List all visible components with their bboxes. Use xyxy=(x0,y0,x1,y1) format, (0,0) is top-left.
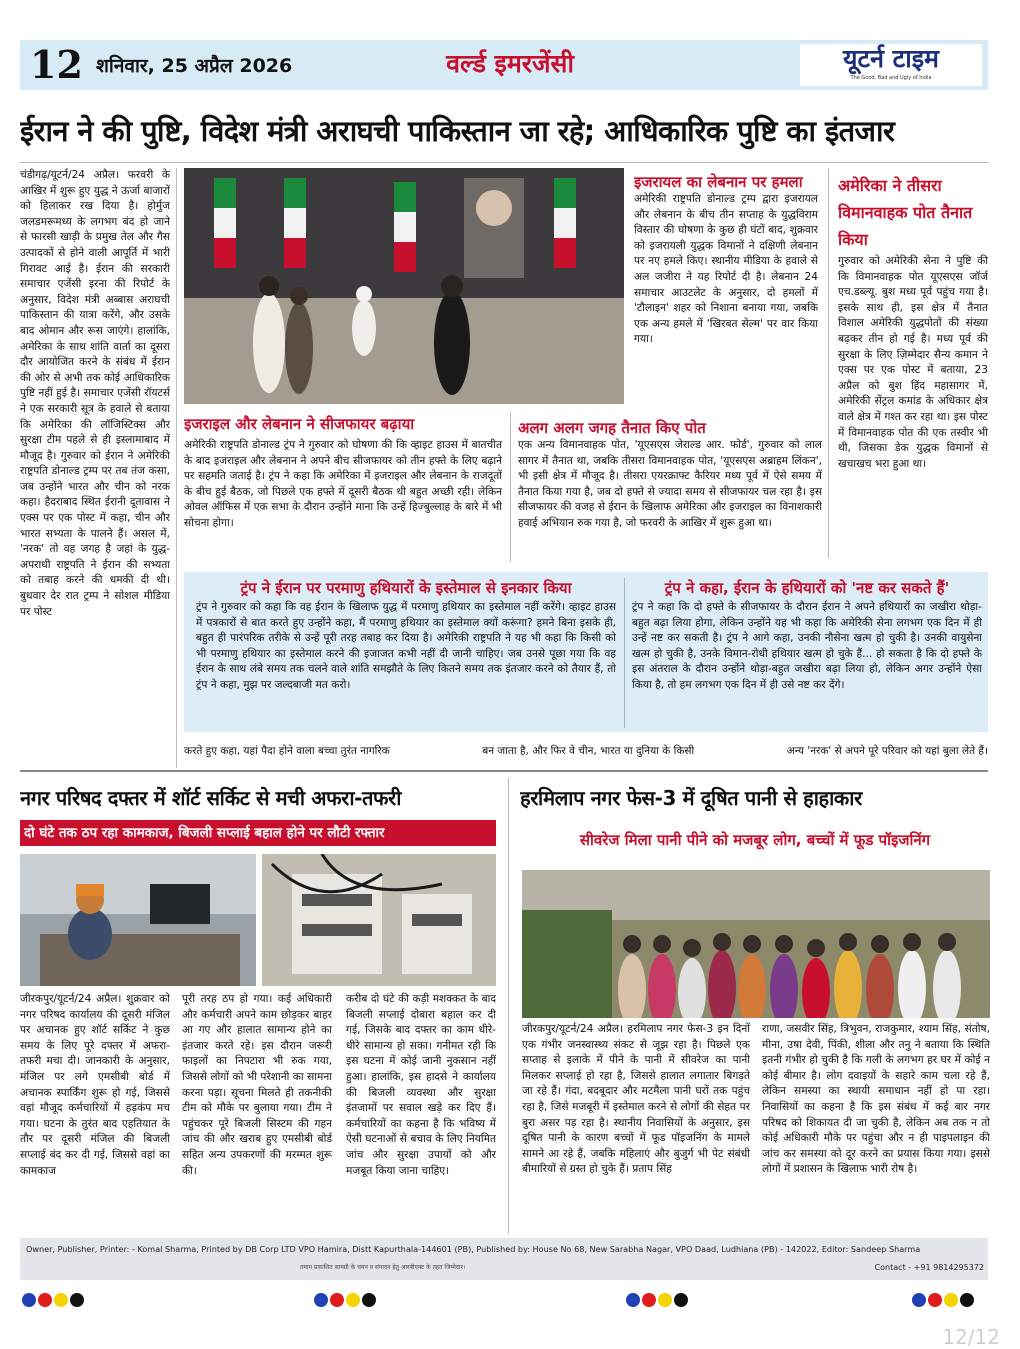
logo-text: यूटर्न टाइम xyxy=(843,44,939,73)
page-indicator: 12/12 xyxy=(942,1325,1000,1349)
registration-marks-3 xyxy=(626,1292,690,1311)
reg-dot-red xyxy=(928,1293,942,1307)
short-circuit-col3: करीब दो घंटे की कड़ी मशक्कत के बाद बिजली सप्लाई दोबारा बहाल कर दी गई, जिसके बाद दफ्तर का काम धीरे-धीरे सामान्य हो सका। गनीमत रही कि इस घटना में कोई जानी नुकसान नहीं हुआ। हालांकि, इस हादसे ने कार्यालय की बिजली व्यवस्था और सुरक्षा इंतजामों पर सवाल खड़े कर दिए हैं। कर्मचारियों का कहना है कि भविष्य में ऐसी घटनाओं से बचाव के लिए नियमित जांच और सुरक्षा उपायों को और मजबूत किया जाना चाहिए। xyxy=(346,993,496,1177)
ships-text: एक अन्य विमानवाहक पोत, 'यूएसएस जेराल्ड आर. फोर्ड', गुरुवार को लाल सागर में तैनात था, जबकि तीसरा विमानवाहक पोत, 'यूएसएस अब्राहम लिंकन', भी इसी क्षेत्र में मौजूद है। तीसरा एयरक्राफ्ट कैरियर मध्य पूर्व में ऐसे समय में तैनात किया गया है, जब दो हफ्ते से ज्यादा समय से सीजफायर चल रहा है। इस सीजफायर की वजह से ईरान के खिलाफ अमेरिका और इजराइल का विनाशकारी हवाई अभियान रुक गया है, जो फरवरी के आखिर में शुरू हुआ था। xyxy=(518,439,822,529)
page-number: 12 xyxy=(30,42,83,87)
short-circuit-headline: नगर परिषद दफ्तर में शॉर्ट सर्किट से मची अफरा-तफरी xyxy=(20,786,401,810)
short-circuit-subhead: दो घंटे तक ठप रहा कामकाज, बिजली सप्लाई बहाल होने पर लौटी रफ्तार xyxy=(24,825,385,841)
weapons-text: ट्रंप ने कहा कि दो हफ्ते के सीजफायर के दौरान ईरान ने अपने हथियारों का जखीरा थोड़ा-बहुत बढ़ा लिया होगा, लेकिन उन्होंने यह भी कहा कि अमेरिकी सेना लगभग एक दिन में ही उन्हें नष्ट कर सकती है। ट्रंप ने आगे कहा, उनकी नौसेना खत्म हो चुकी है। उनकी वायुसेना खत्म हो चुकी है, उनके विमान-रोधी हथियार खत्म हो चुके हैं... हो सकता है कि दो हफ्ते के इस अंतराल के दौरान उन्होंने थोड़ा-बहुत जखीरा बढ़ा लिया हो, लेकिन अगर उन्होंने ऐसा किया है, तो हम लगभग एक दिन में ही उसे नष्ट कर देंगे। xyxy=(632,601,982,691)
office-photo xyxy=(20,854,256,986)
israel-attack-heading: इजरायल का लेबनान पर हमला xyxy=(634,173,803,191)
residents-photo xyxy=(522,870,990,1018)
lead-continuation-1: करते हुए कहा, यहां पैदा होने वाला बच्चा तुरंत नागरिक xyxy=(184,745,390,757)
carrier-text: गुरुवार को अमेरिकी सेना ने पुष्टि की कि विमानवाहक पोत यूएसएस जॉर्ज एच.डब्ल्यू. बुश मध्य पूर्व पहुंच गया है। इसके साथ ही, इस क्षेत्र में तैनात विशाल अमेरिकी युद्धपोतों की संख्या बढ़कर तीन हो गई है। मध्य पूर्व की सुरक्षा के लिए ज़िम्मेदार सैन्य कमान ने एक्स पर एक पोस्ट में बताया, 23 अप्रैल को बुश हिंद महासागर में, अमेरिकी सेंट्रल कमांड के अधिकार क्षेत्र वाले क्षेत्र में गश्त कर रहा था। इस पोस्ट में विमानवाहक पोत की एक तस्वीर भी थी, जिसका डेक युद्धक विमानों से खचाखच भरा हुआ था। xyxy=(838,255,988,470)
water-col1: जीरकपुर/यूटर्न/24 अप्रैल। हरमिलाप नगर फेस-3 इन दिनों एक गंभीर जनस्वास्थ्य संकट से जूझ रहा है। पिछले एक सप्ताह से इलाके में पीने के पानी में सीवरेज का पानी मिलकर सप्लाई हो रहा है, जिससे हालात लगातार बिगड़ते जा रहे हैं। गंदा, बदबूदार और मटमैला पानी घरों तक पहुंच रहा है, जिसे मजबूरी में इस्तेमाल करने से लोगों की सेहत पर बुरा असर पड़ रहा है। स्थानीय निवासियों के अनुसार, इस दूषित पानी के कारण बच्चों में फूड पॉइजनिंग के मामले सामने आ रहे हैं, जबकि महिलाएं और बुजुर्ग भी पेट संबंधी बीमारियों से ग्रस्त हो चुके हैं। प्रताप सिंह xyxy=(522,1023,750,1176)
residents-illustration xyxy=(522,870,990,1018)
reg-dot-red xyxy=(642,1293,656,1307)
headline-rule xyxy=(20,162,988,163)
footer-contact: Contact - +91 9814295372 xyxy=(874,1263,984,1272)
lead-continuation-3: अन्य 'नरक' से अपने पूरे परिवार को यहां बुला लेते हैं। xyxy=(786,745,988,757)
mcb-board-photo xyxy=(262,854,496,986)
short-circuit-col2: पूरी तरह ठप हो गया। कई अधिकारी और कर्मचारी अपने काम छोड़कर बाहर आ गए और हालात सामान्य होने का इंतजार करते रहे। इस दौरान जरूरी फाइलों का निपटारा भी रुक गया, जिससे लोगों को भी परेशानी का सामना करना पड़ा। सूचना मिलते ही तकनीकी टीम को मौके पर बुलाया गया। टीम ने पहुंचकर पूरे बिजली सिस्टम की गहन जांच की और खराब हुए एमसीबी बोर्ड सहित अन्य उपकरणों की मरम्मत शुरू की। xyxy=(182,993,332,1177)
footer-disclaimer: तमाम प्रकाशित सामग्री के चयन व संपादन हेतु आरबीएक्ट के तहत जिम्मेदार। xyxy=(300,1264,466,1271)
photo-illustration xyxy=(184,168,624,404)
ceasefire-photo xyxy=(184,168,624,404)
water-headline: हरमिलाप नगर फेस-3 में दूषित पानी से हाहाकार xyxy=(520,786,862,810)
mcb-illustration xyxy=(262,854,496,986)
ceasefire-text: अमेरिकी राष्ट्रपति डोनाल्ड ट्रंप ने गुरुवार को घोषणा की कि व्हाइट हाउस में बातचीत के बाद इजराइल और लेबनान ने अपने बीच सीजफायर को तीन हफ्ते के लिए बढ़ाने पर सहमति जताई है। ट्रंप ने कहा कि अमेरिका में इजराइल और लेबनान के राजदूतों के बीच हुई बैठक, जो पिछले एक हफ्ते में दूसरी बैठक थी बहुत अच्छी रही। लेकिन ओवल ऑफिस में एक सभा के दौरान उन्होंने माना कि उन्हें हिज्बुल्लाह के बारे में भी सोचना होगा। xyxy=(184,439,502,529)
reg-dot-yellow xyxy=(658,1293,672,1307)
reg-dot-blue xyxy=(912,1293,926,1307)
reg-dot-black xyxy=(960,1293,974,1307)
reg-dot-blue xyxy=(314,1293,328,1307)
reg-dot-yellow xyxy=(346,1293,360,1307)
logo-tagline: The Good, Bad and Ugly of India xyxy=(850,75,932,81)
reg-dot-black xyxy=(362,1293,376,1307)
column-rule xyxy=(828,168,829,558)
column-rule xyxy=(624,578,625,728)
carrier-heading: अमेरिका ने तीसरा विमानवाहक पोत तैनात किया xyxy=(838,176,973,249)
column-rule xyxy=(176,168,177,768)
reg-dot-yellow xyxy=(54,1293,68,1307)
reg-dot-blue xyxy=(626,1293,640,1307)
lead-continuation-2: बन जाता है, और फिर वे चीन, भारत या दुनिया के किसी xyxy=(482,745,695,757)
short-circuit-col1: जीरकपुर/यूटर्न/24 अप्रैल। शुक्रवार को नगर परिषद कार्यालय की दूसरी मंजिल पर अचानक हुए शॉर्ट सर्किट ने कुछ समय के लिए पूरे दफ्तर में अफरा-तफरी मचा दी। जानकारी के अनुसार, मंजिल पर लगे एमसीबी बोर्ड में अचानक स्पार्किंग शुरू हो गई, जिससे वहां मौजूद कर्मचारियों में हड़कंप मच गया। घटना के तुरंत बाद एहतियात के तौर पर दूसरी मंजिल की बिजली सप्लाई बंद कर दी गई, जिससे वहां का कामकाज xyxy=(20,993,170,1177)
lead-headline: ईरान ने की पुष्टि, विदेश मंत्री अराघची पाकिस्तान जा रहे; आधिकारिक पुष्टि का इंतजार xyxy=(20,114,895,148)
water-col2: राणा, जसवीर सिंह, त्रिभुवन, राजकुमार, श्याम सिंह, संतोष, मीना, उषा देवी, पिंकी, शीला और तनु ने बताया कि स्थिति इतनी गंभीर हो चुकी है कि गली के लगभग हर घर में कोई न कोई बीमार है। लोग दवाइयों के सहारे काम चला रहे हैं, लेकिन समस्या का स्थायी समाधान नहीं हो पा रहा। निवासियों का कहना है कि इस संबंध में कई बार नगर परिषद को शिकायत दी जा चुकी है, लेकिन अब तक न तो कोई अधिकारी मौके पर पहुंचा और न ही पाइपलाइन की जांच कर समस्या को दूर करने का प्रयास किया गया। इससे लोगों में प्रशासन के खिलाफ भारी रोष है। xyxy=(762,1023,990,1176)
nuclear-heading: ट्रंप ने ईरान पर परमाणु हथियारों के इस्तेमाल से इनकार किया xyxy=(240,579,572,597)
office-illustration xyxy=(20,854,256,986)
registration-marks-4 xyxy=(912,1292,976,1311)
reg-dot-black xyxy=(674,1293,688,1307)
water-subhead: सीवरेज मिला पानी पीने को मजबूर लोग, बच्चों में फूड पॉइजनिंग xyxy=(579,831,931,849)
nuclear-text: ट्रंप ने गुरुवार को कहा कि वह ईरान के खिलाफ युद्ध में परमाणु हथियार का इस्तेमाल नहीं करेंगे। व्हाइट हाउस में पत्रकारों से बात करते हुए उन्होंने कहा, मैं परमाणु हथियार का इस्तेमाल क्यों करूंगा? हमने बिना इसके ही, बहुत ही पारंपरिक तरीके से उन्हें पूरी तरह तबाह कर दिया है। अमेरिकी राष्ट्रपति ने यह भी कहा कि किसी को भी परमाणु हथियार का इस्तेमाल करने की इजाजत कभी नहीं दी जानी चाहिए। जब उनसे पूछा गया कि वह ईरान के साथ लंबे समय तक चलने वाले शांति समझौते के लिए कितने समय तक इंतजार करने को तैयार हैं, तो ट्रंप ने कहा, मुझ पर जल्दबाजी मत करो। xyxy=(196,601,616,691)
issue-date: शनिवार, 25 अप्रैल 2026 xyxy=(96,55,293,77)
registration-marks-2 xyxy=(314,1292,378,1311)
logo xyxy=(800,44,982,86)
ceasefire-heading: इजराइल और लेबनान ने सीजफायर बढ़ाया xyxy=(184,415,415,433)
registration-marks-1 xyxy=(22,1292,86,1311)
reg-dot-red xyxy=(330,1293,344,1307)
section-title: वर्ल्ड इमरजेंसी xyxy=(446,49,574,78)
column-rule xyxy=(508,778,509,1234)
lead-column-text: चंडीगढ़/यूटर्न/24 अप्रैल। फरवरी के आखिर में शुरू हुए युद्ध ने ऊर्जा बाजारों को हिलाकर रख दिया है। होर्मुज जलडमरूमध्य के लगभग बंद हो जाने से फारसी खाड़ी के प्रमुख तेल और गैस उत्पादकों से होने वाली आपूर्ति में भारी गिरावट आई है। ईरान की सरकारी समाचार एजेंसी इरना की रिपोर्ट के अनुसार, विदेश मंत्री अब्बास अराघची पाकिस्तान की यात्रा करेंगे, और उसके बाद ओमान और रूस जाएंगे। हालांकि, अमेरिका के साथ शांति वार्ता का दूसरा दौर आयोजित करने के संबंध में ईरान की ओर से अभी तक कोई आधिकारिक पुष्टि नहीं हुई है। समाचार एजेंसी रॉयटर्स ने एक सरकारी सूत्र के हवाले से बताया कि अमेरिका की लॉजिस्टिक्स और सुरक्षा टीम पहले से ही इस्लामाबाद में मौजूद है। गुरुवार को ईरान ने अमेरिकी राष्ट्रपति डोनाल्ड ट्रम्प पर तब तंज कसा, जब उन्होंने भारत और चीन को नरक कहा। हैदराबाद स्थित ईरानी दूतावास ने एक्स पर एक पोस्ट में कहा, चीन और भारत सभ्यता के पालने हैं। असल में, 'नरक' तो वह जगह है जहां के युद्ध-अपराधी राष्ट्रपति ने ईरान की सभ्यता को तबाह करने की धमकी दी थी। बुधवार देर रात ट्रम्प ने सोशल मीडिया पर पोस्ट xyxy=(20,169,170,618)
reg-dot-black xyxy=(70,1293,84,1307)
footer-imprint: Owner, Publisher, Printer: - Komal Sharma, Printed by DB Corp LTD VPO Hamira, Distt Kapurthala-144601 (PB), Published by: House No 68, New Sarabha Nagar, VPO Daad, Ludhiana (PB) - 142022, Editor: Sandeep Sharma xyxy=(26,1244,921,1254)
reg-dot-blue xyxy=(22,1293,36,1307)
ships-heading: अलग अलग जगह तैनात किए पोत xyxy=(518,419,706,437)
lead-continuation-strip xyxy=(184,740,988,762)
weapons-heading: ट्रंप ने कहा, ईरान के हथियारों को 'नष्ट कर सकते हैं' xyxy=(664,579,950,597)
column-rule xyxy=(510,412,511,562)
reg-dot-yellow xyxy=(944,1293,958,1307)
section-divider xyxy=(20,770,988,772)
reg-dot-red xyxy=(38,1293,52,1307)
israel-attack-text: अमेरिकी राष्ट्रपति डोनाल्ड ट्रम्प द्वारा इजरायल और लेबनान के बीच तीन सप्ताह के युद्धविराम विस्तार की घोषणा के कुछ ही घंटों बाद, शुक्रवार को इजरायली युद्धक विमानों ने दक्षिणी लेबनान पर नए हमले किए। स्थानीय मीडिया के हवाले से अल जजीरा ने यह रिपोर्ट दी है। लेबनान 24 समाचार आउटलेट के अनुसार, दो हमलों में 'टौलाइन' शहर को निशाना बनाया गया, जबकि एक अन्य हमले में 'खिरबत सेल्म' पर वार किया गया। xyxy=(634,193,818,346)
